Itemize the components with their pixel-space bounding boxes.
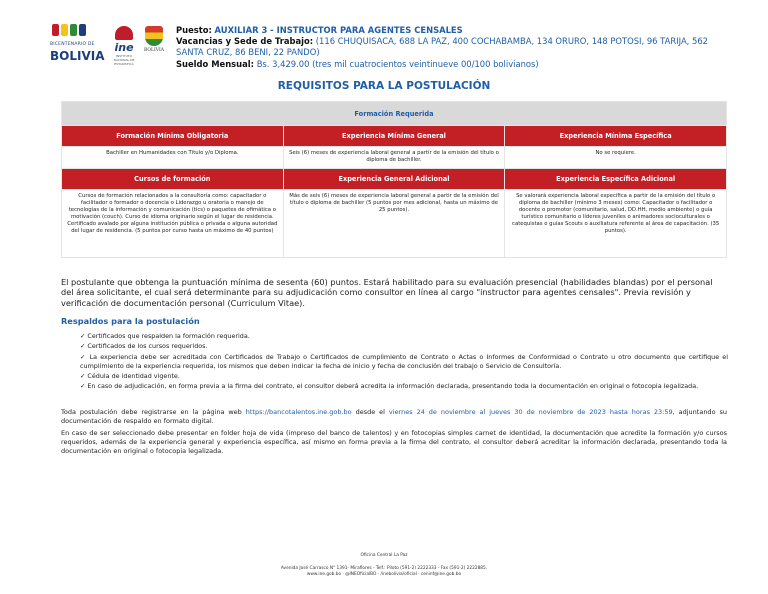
list-item: ✓ Certificados que respalden la formación requerida.	[80, 332, 250, 340]
requirements-table	[61, 101, 727, 258]
registration-prefix: Toda postulación debe registrarse en la página web	[61, 408, 246, 416]
job-header	[176, 25, 732, 70]
respaldos-list	[80, 332, 728, 392]
bicentenario-big-text: BOLIVIA	[50, 49, 105, 63]
bicentenario-logo	[50, 24, 105, 66]
vacancias-label: Vacancias y Sede de Trabajo:	[176, 36, 314, 47]
table-header-cursos: Cursos de formación	[62, 169, 284, 190]
vacancias-value: (116 CHUQUISACA, 688 LA PAZ, 400 COCHABAMBA, 134 ORURO, 148 POTOSI, 96 TARIJA, 562 SANTA CRUZ, 86 BENI, 22 PANDO)	[176, 36, 708, 58]
list-item: ✓ Certificados de los cursos requeridos.	[80, 342, 208, 351]
puesto-line	[176, 25, 732, 36]
table-header-general-adicional: Experiencia General Adicional	[283, 169, 505, 190]
table-cell: Cursos de formación relacionados a la consultoría como: capacitador o facilitador o formador o docencia o Liderazgo u oratoria o manejo de tecnologías de la información y comunicación (tics) o paquetes de ofimática o motivación (couch). Curso de idioma originario según el lugar de residencia. Certificado avalado por alguna institución pública o privada o alguna autoridad del lugar de residencia. (5 puntos por curso hasta un máximo de 40 puntos)	[62, 190, 284, 258]
footer-office: Oficina Central La Paz	[360, 553, 408, 558]
registration-middle: desde el	[351, 408, 389, 416]
bancotalentos-link[interactable]: https://bancotalentos.ine.gob.bo	[245, 408, 352, 416]
footer-address: Avenida José Carrasco N° 1391- Miraflores - Telf.: Piloto (591-2) 2222333 - Fax (591-2) 2222885.	[280, 566, 488, 571]
list-item: ✓ La experiencia debe ser acreditada con Certificados de Trabajo o Certificados de cumplimiento de Contrato o Actas o Informes de Conformidad o Contrato u otro documento que certifique el cumplimiento de la experiencia requerida, los mismos que deben indicar la fecha de inicio y fecha de conclusión del trabajo o Servicio de Consultoría.	[80, 352, 728, 370]
bicentenario-bars-icon	[52, 24, 102, 36]
sueldo-value: Bs. 3,429.00 (tres mil cuatrocientos veintinueve 00/100 bolivianos)	[256, 58, 539, 69]
table-header-especifica-adicional: Experiencia Específica Adicional	[505, 169, 727, 190]
respaldos-title: Respaldos para la postulación	[61, 316, 200, 326]
registration-dates: viernes 24 de noviembre al jueves 30 de noviembre de 2023 hasta horas 23:59	[388, 408, 673, 416]
vacancias-line	[176, 36, 732, 58]
sueldo-label: Sueldo Mensual:	[176, 58, 255, 69]
table-cell: Más de seis (6) meses de experiencia laboral general a partir de la emisión del título o diploma de bachiller (5 puntos por mes adicional, hasta un máximo de 25 puntos).	[283, 190, 505, 258]
puesto-value: AUXILIAR 3 - INSTRUCTOR PARA AGENTES CENSALES	[214, 25, 463, 35]
shield-icon	[145, 26, 163, 46]
table-cell: Seis (6) meses de experiencia laboral general a partir de la emisión del título o diploma de bachiller.	[283, 147, 505, 169]
list-item: ✓ Cédula de identidad vigente.	[80, 371, 180, 380]
table-section-header: Formación Requerida	[62, 102, 727, 126]
table-cell: Bachiller en Humanidades con Título y/o Diploma.	[62, 147, 284, 169]
intro-paragraph: El postulante que obtenga la puntuación mínima de sesenta (60) puntos. Estará habilitado para su evaluación presencial (habilidades blandas) por el personal del área solicitante, el cual será determinante para su adjudicación como consultor en línea al cargo "instructor para agentes censales". Previa revisión y verificación de documentación personal (Curriculum Vitae).	[61, 277, 713, 308]
footer-web: www.ine.gob.bo · @INEOficialBO · /inebolivia/oficial · ceninf@ine.gob.bo	[306, 572, 462, 577]
registration-paragraph	[61, 408, 727, 426]
selection-paragraph: En caso de ser seleccionado debe presentar en folder hoja de vida (impreso del banco de talentos) y en fotocopias simples carnet de identidad, la documentación que acredite la formación y/o cursos requeridos, además de la experiencia general y experiencia específica, así mismo en forma previa a la firma del contrato, el consultor deberá acreditar la información declarada, presentando toda la documentación en original o fotocopia legalizada.	[61, 429, 727, 455]
table-header-experiencia-especifica: Experiencia Mínima Específica	[505, 126, 727, 147]
sueldo-line	[176, 59, 732, 70]
header-logos	[50, 24, 170, 66]
shield-text: BOLIVIA	[143, 48, 165, 53]
list-item: ✓ En caso de adjudicación, en forma previa a la firma del contrato, el consultor deberá acredita la información declarada, presentando toda la documentación en original o fotocopia legalizada.	[80, 382, 699, 391]
bicentenario-small-text: BICENTENARIO DE	[50, 42, 95, 47]
ine-logo-subtext: INSTITUTO NACIONAL DE ESTADÍSTICA	[113, 54, 135, 66]
puesto-label: Puesto:	[176, 25, 212, 35]
ine-logo-text: ine	[114, 41, 134, 54]
page-title: REQUISITOS PARA LA POSTULACIÓN	[277, 80, 491, 92]
registration-suffix: , adjuntando su documentación de respaldo en formato digital.	[61, 408, 727, 425]
bolivia-shield-logo	[140, 26, 168, 64]
table-header-experiencia-general: Experiencia Mínima General	[283, 126, 505, 147]
table-cell: No se requiere.	[505, 147, 727, 169]
table-header-formacion-minima: Formación Mínima Obligatoria	[62, 126, 284, 147]
ine-logo	[112, 24, 136, 66]
ine-emblem-icon	[115, 26, 133, 40]
table-cell: Se valorará experiencia laboral específica a partir de la emisión del título o diploma de bachiller (mínimo 3 meses) como: Capacitador o facilitador o docente o promotor (comunitario, salud, DD.HH, medio ambiente) o guía turístico comunitario o líderes juveniles o animadores socioculturales o catequistas o guías Scouts o auxiliatura referente al área de capacitación. (35 puntos).	[505, 190, 727, 258]
